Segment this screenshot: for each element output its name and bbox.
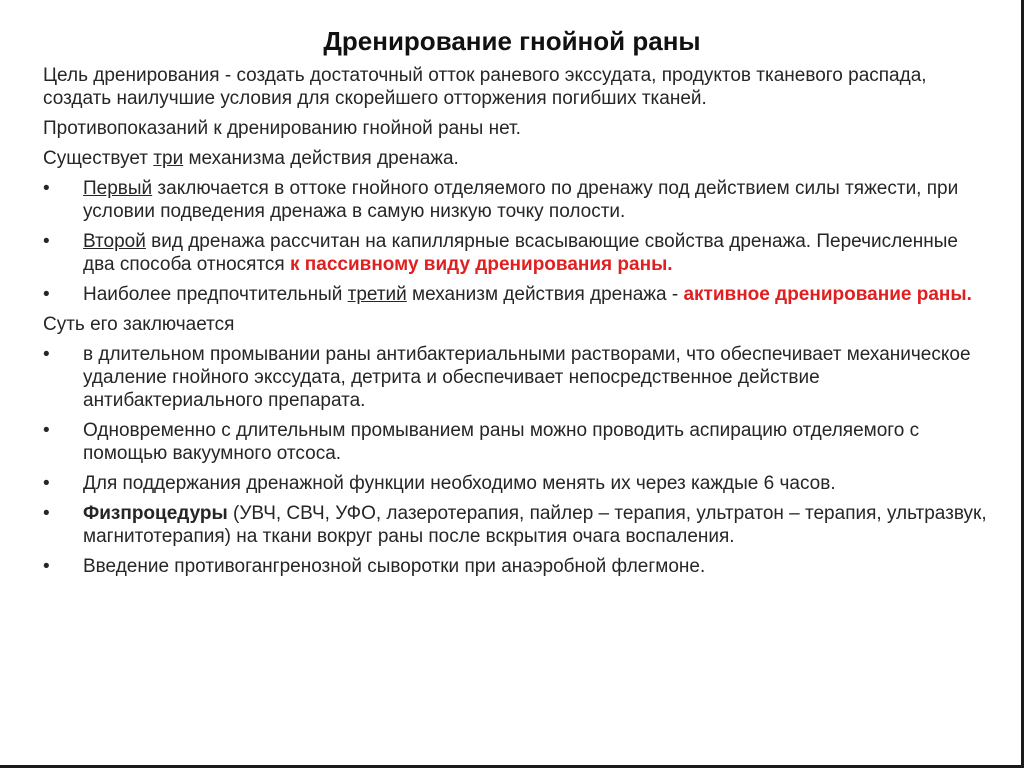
mechanisms-paragraph	[43, 147, 993, 170]
bullet-icon: •	[43, 556, 50, 577]
bullet-drain-change	[43, 472, 993, 495]
bullet-serum	[43, 555, 993, 578]
bullet-first-mechanism	[43, 177, 993, 223]
essence-paragraph: Суть его заключается	[43, 314, 235, 335]
third-text-start: Наиболее предпочтительный	[83, 284, 348, 305]
bullet-icon: •	[43, 284, 50, 305]
bullet-icon: •	[43, 503, 50, 524]
bullet-icon: •	[43, 178, 50, 199]
serum-text: Введение противогангренозной сыворотки при анаэробной флегмоне.	[83, 556, 706, 577]
bullet-physiotherapy	[43, 502, 993, 548]
bullet-aspiration	[43, 419, 993, 465]
physiotherapy-label: Физпроцедуры	[83, 503, 228, 524]
first-label: Первый	[83, 178, 153, 199]
mechanisms-text-start: Существует	[43, 148, 154, 169]
bullet-second-mechanism	[43, 230, 993, 276]
passive-drainage-highlight: к пассивному виду дренирования раны.	[290, 254, 673, 275]
bullet-icon: •	[43, 473, 50, 494]
third-text: механизм действия дренажа -	[406, 284, 684, 305]
mechanisms-text-end: механизма действия дренажа.	[183, 148, 459, 169]
bullet-icon: •	[43, 344, 50, 365]
bullet-icon: •	[43, 231, 50, 252]
second-label: Второй	[83, 231, 146, 252]
slide-content	[43, 64, 993, 585]
bullet-third-mechanism	[43, 283, 993, 306]
irrigation-text: в длительном промывании раны антибактериальными растворами, что обеспечивает механическое удаление гнойного экссудата, детрита и обеспечивает непосредственное действие антибактериального препарата.	[83, 344, 971, 411]
goal-paragraph: Цель дренирования - создать достаточный отток раневого экссудата, продуктов тканевого распада, создать наилучшие условия для скорейшего отторжения погибших тканей.	[43, 65, 927, 109]
second-text: вид дренажа рассчитан на капиллярные всасывающие свойства дренажа. Перечисленные два способа относятся	[83, 231, 958, 275]
physiotherapy-text: (УВЧ, СВЧ, УФО, лазеротерапия, пайлер – терапия, ультратон – терапия, ультразвук, магнитотерапия) на ткани вокруг раны после вскрытия очага воспаления.	[83, 503, 987, 547]
active-drainage-highlight: активное дренирование раны.	[683, 284, 972, 305]
bullet-icon: •	[43, 420, 50, 441]
slide-title: Дренирование гнойной раны	[323, 26, 701, 56]
third-label: третий	[347, 284, 407, 305]
contraindications-paragraph: Противопоказаний к дренированию гнойной раны нет.	[43, 118, 521, 139]
aspiration-text: Одновременно с длительным промыванием раны можно проводить аспирацию отделяемого с помощью вакуумного отсоса.	[83, 420, 920, 464]
bullet-irrigation	[43, 343, 993, 412]
drain-change-text: Для поддержания дренажной функции необходимо менять их через каждые 6 часов.	[83, 473, 836, 494]
first-text: заключается в оттоке гнойного отделяемого по дренажу под действием силы тяжести, при условии подведения дренажа в самую низкую точку полости.	[83, 178, 959, 222]
mechanisms-count: три	[153, 148, 184, 169]
